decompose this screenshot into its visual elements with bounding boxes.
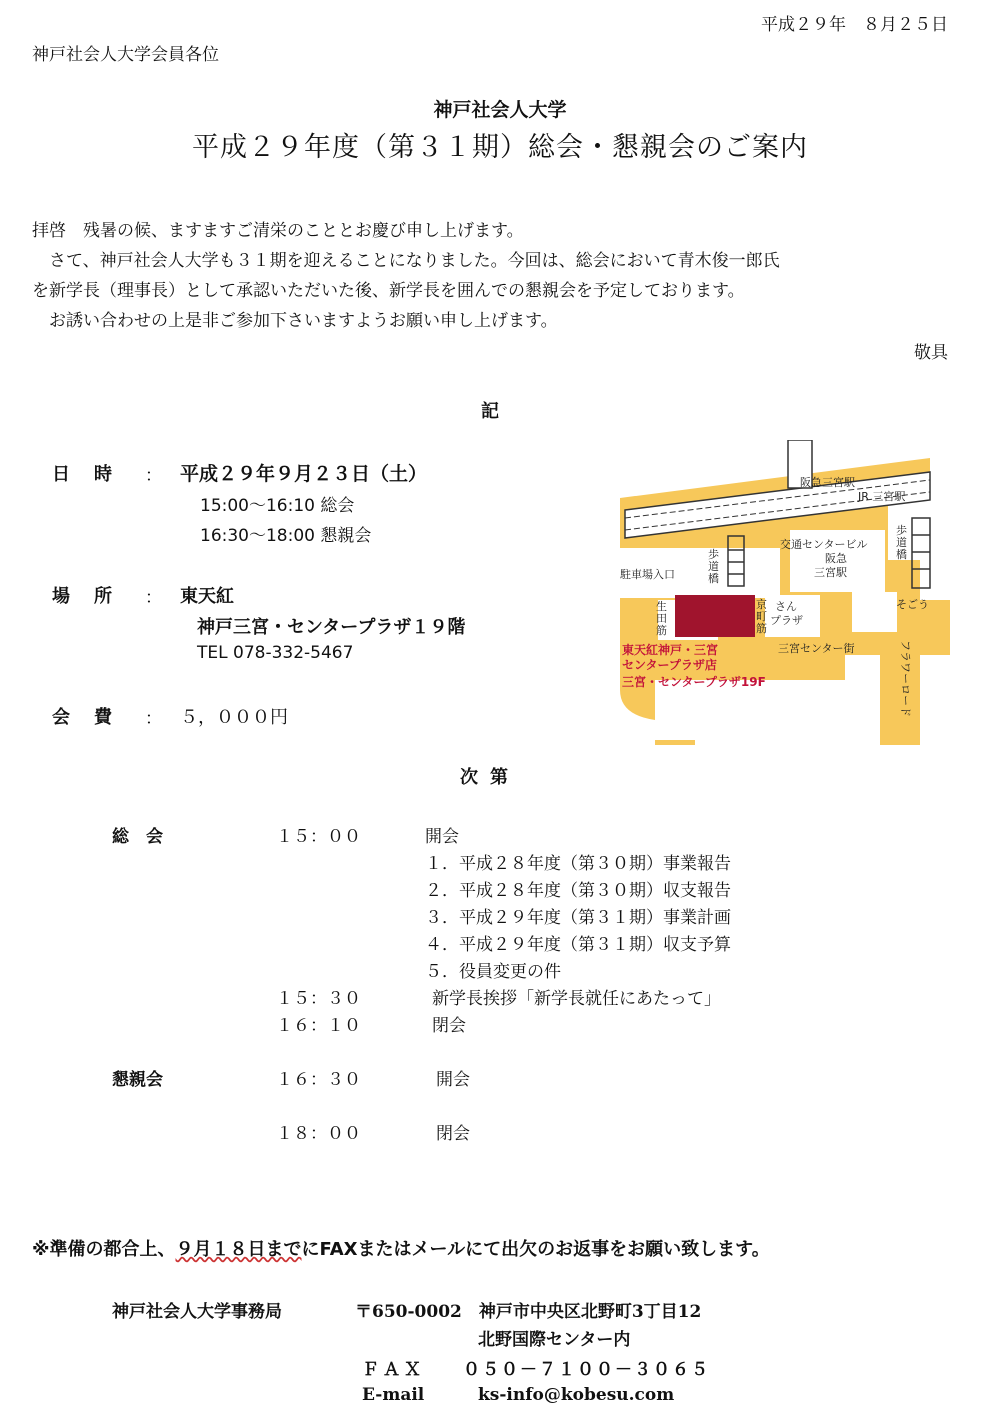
time-konshinkai: 16:30～18:00 懇親会 bbox=[200, 526, 372, 546]
program-item: 閉会 bbox=[432, 1016, 466, 1036]
fax-label: ＦＡＸ bbox=[362, 1360, 425, 1380]
venue-map bbox=[620, 440, 950, 745]
time-soukai: 15:00～16:10 総会 bbox=[200, 496, 355, 516]
block-sw4 bbox=[845, 665, 880, 745]
program-time: １６：３０ bbox=[276, 1070, 361, 1090]
office-name: 神戸社会人大学事務局 bbox=[112, 1302, 282, 1322]
konshinkai-label: 懇親会 bbox=[112, 1070, 163, 1090]
program-time: １８：００ bbox=[276, 1124, 361, 1144]
venue-tel: TEL 078-332-5467 bbox=[197, 643, 354, 663]
notice-suffix: にFAXまたはメールにて出欠のお返事をお願い致します。 bbox=[301, 1239, 770, 1260]
program-item: １．平成２８年度（第３０期）事業報告 bbox=[425, 854, 731, 874]
label-flower-road: フラワーロード bbox=[899, 640, 912, 717]
organization-name: 神戸社会人大学 bbox=[433, 99, 567, 121]
label-hankyu-sannomiya-1: 阪急 bbox=[825, 552, 847, 565]
fee-label: 会費 bbox=[52, 707, 136, 728]
fee-value: ５，０００円 bbox=[180, 707, 288, 728]
closing-keigu: 敬具 bbox=[914, 343, 948, 363]
label-hankyu-sannomiya-2: 三宮駅 bbox=[814, 566, 847, 579]
label-venue-2: センタープラザ店 bbox=[622, 658, 717, 672]
letter-line: 拝啓 残暑の候、ますますご清栄のこととお慶び申し上げます。 bbox=[32, 221, 524, 241]
label-sogo: そごう bbox=[896, 598, 929, 611]
label-jr-station: JR 三宮駅 bbox=[858, 490, 906, 503]
label-transport-center: 交通センタービル bbox=[780, 538, 868, 551]
program-time: １６：１０ bbox=[276, 1016, 361, 1036]
program-item: ２．平成２８年度（第３０期）収支報告 bbox=[425, 881, 731, 901]
venue-name: 東天紅 bbox=[180, 586, 234, 607]
rsvp-notice bbox=[32, 1235, 770, 1261]
sogo-block bbox=[852, 592, 897, 632]
block-sw3 bbox=[810, 680, 845, 745]
block-sw1 bbox=[655, 680, 695, 740]
notice-deadline: ９月１８日まで bbox=[175, 1239, 302, 1260]
label-kyomachi-3: 筋 bbox=[756, 622, 767, 635]
program-item: ４．平成２９年度（第３１期）収支予算 bbox=[425, 935, 731, 955]
label-ikuta-1: 生 bbox=[656, 600, 667, 613]
letter-line: さて、神戸社会人大学も３１期を迎えることになりました。今回は、総会において青木俊一郎氏 bbox=[32, 251, 780, 271]
date-colon: ： bbox=[145, 466, 162, 486]
office-address: 〒650-0002 神戸市中央区北野町3丁目12 bbox=[355, 1302, 702, 1322]
label-ikuta-3: 筋 bbox=[656, 624, 667, 637]
label-san-plaza-1: さん bbox=[775, 600, 797, 613]
label-ikuta-2: 田 bbox=[656, 612, 667, 625]
fee-colon: ： bbox=[145, 709, 162, 729]
venue-detail: 神戸三宮・センタープラザ１９階 bbox=[197, 617, 466, 638]
label-center-street: 三宮センター街 bbox=[778, 642, 855, 655]
document-date: 平成２９年 ８月２５日 bbox=[761, 15, 948, 35]
label-hodokyo-left-1: 歩 bbox=[708, 548, 719, 561]
ki-heading: 記 bbox=[481, 401, 499, 422]
place-label: 場所 bbox=[52, 586, 136, 607]
program-time: １５：３０ bbox=[276, 989, 361, 1009]
program-item: ３．平成２９年度（第３１期）事業計画 bbox=[425, 908, 731, 928]
label-hankyu-station: 阪急三宮駅 bbox=[800, 476, 855, 489]
program-item: 開会 bbox=[425, 827, 459, 847]
label-kyomachi-1: 京 bbox=[756, 598, 767, 611]
label-kyomachi-2: 町 bbox=[756, 610, 767, 623]
block-sw2 bbox=[730, 680, 770, 745]
page-title: 平成２９年度（第３１期）総会・懇親会のご案内 bbox=[192, 132, 808, 163]
label-venue-1: 東天紅神戸・三宮 bbox=[622, 643, 719, 657]
soukai-label: 総 会 bbox=[112, 827, 163, 847]
venue-block bbox=[675, 595, 755, 637]
date-label: 日時 bbox=[52, 464, 136, 485]
program-item: 新学長挨拶「新学長就任にあたって」 bbox=[432, 989, 721, 1009]
recipient-line: 神戸社会人大学会員各位 bbox=[32, 45, 219, 65]
place-colon: ： bbox=[145, 588, 162, 608]
label-san-plaza-2: プラザ bbox=[770, 614, 803, 627]
office-building: 北野国際センター内 bbox=[478, 1330, 631, 1350]
program-heading: 次第 bbox=[460, 767, 520, 788]
label-parking: 駐車場入口 bbox=[620, 568, 675, 581]
program-time: １５：００ bbox=[276, 827, 361, 847]
program-item: ５．役員変更の件 bbox=[425, 962, 561, 982]
label-hodokyo-left-2: 道 bbox=[708, 560, 719, 573]
email-label: E-mail bbox=[362, 1385, 425, 1405]
label-hodokyo-right-2: 道 bbox=[896, 536, 907, 549]
letter-line: を新学長（理事長）として承認いただいた後、新学長を囲んでの懇親会を予定しております。 bbox=[32, 281, 745, 301]
label-venue-3: 三宮・センタープラザ19F bbox=[622, 675, 766, 689]
notice-prefix: ※準備の都合上、 bbox=[32, 1239, 176, 1260]
label-hodokyo-right-3: 橋 bbox=[896, 548, 907, 561]
label-hodokyo-right-1: 歩 bbox=[896, 524, 907, 537]
email-address[interactable]: ks-info@kobesu.com bbox=[478, 1385, 675, 1405]
event-date: 平成２９年９月２３日（土） bbox=[180, 463, 428, 485]
fax-number: ０５０－７１００－３０６５ bbox=[463, 1360, 710, 1380]
program-item: 開会 bbox=[436, 1070, 470, 1090]
letter-line: お誘い合わせの上是非ご参加下さいますようお願い申し上げます。 bbox=[32, 311, 558, 331]
program-item: 閉会 bbox=[436, 1124, 470, 1144]
label-hodokyo-left-3: 橋 bbox=[708, 572, 719, 585]
